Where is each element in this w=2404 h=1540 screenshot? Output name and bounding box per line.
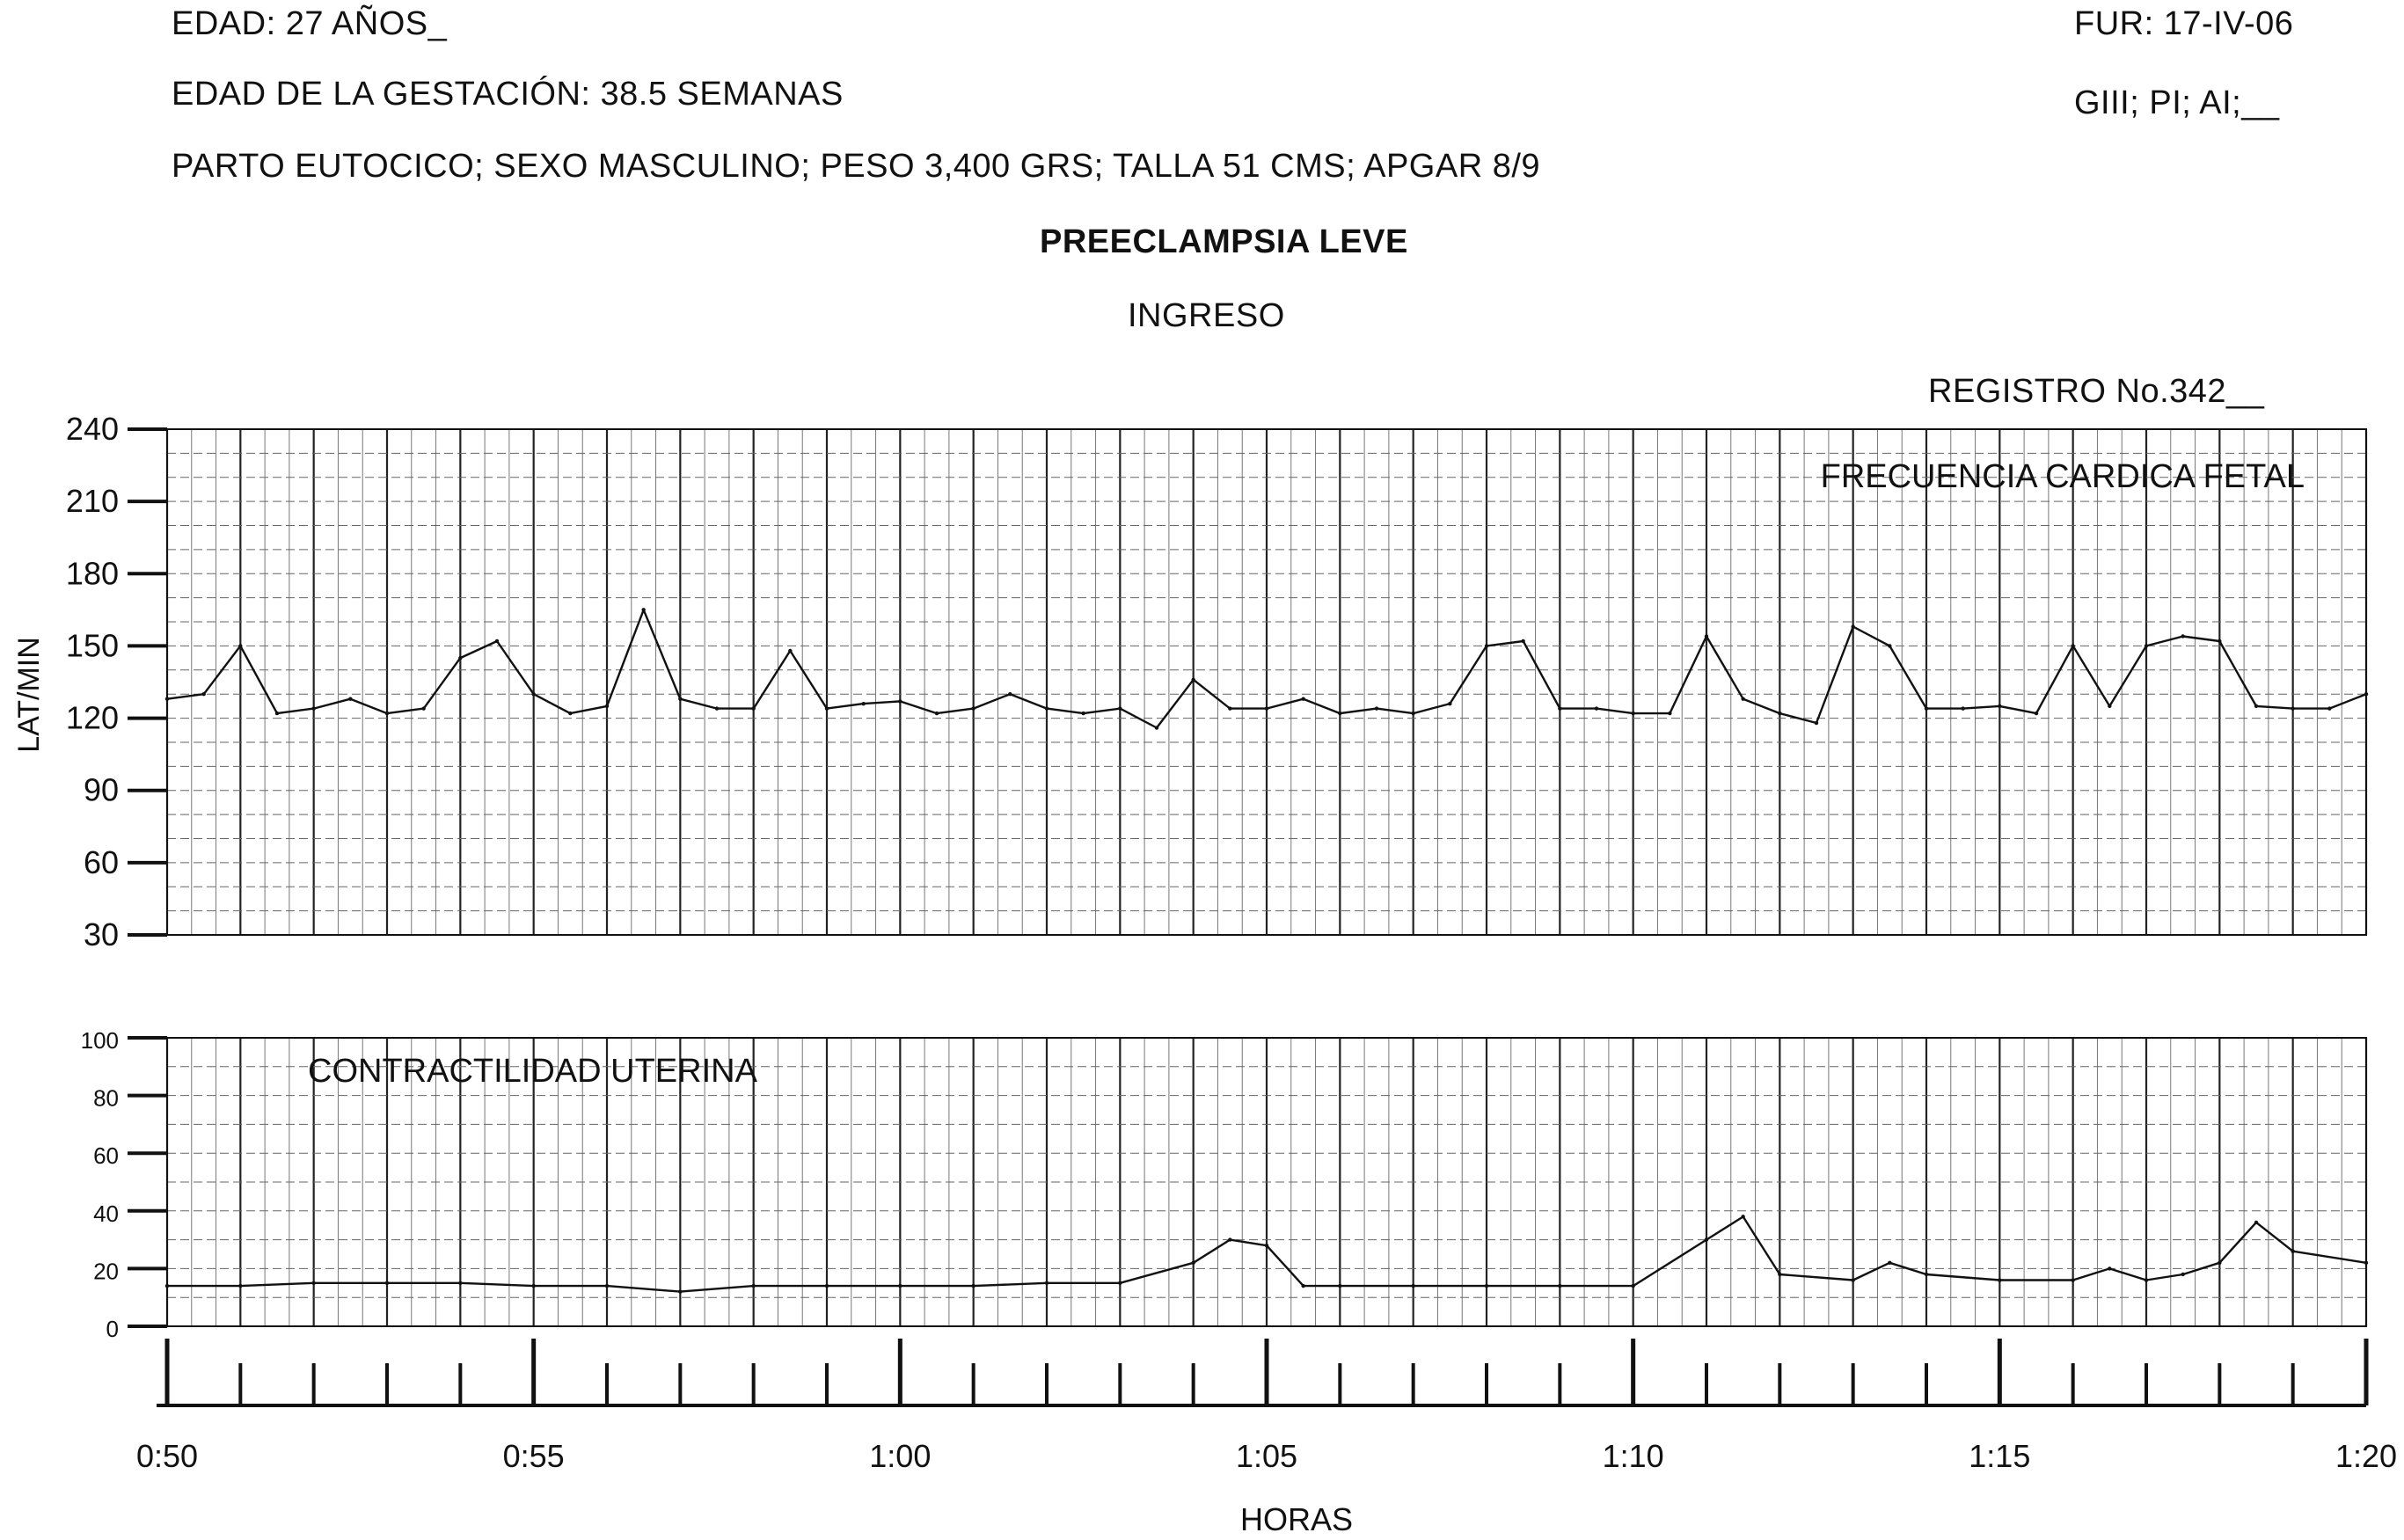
fhr-data-point	[1008, 692, 1012, 696]
fhr-y-tick-label: 60	[83, 843, 119, 880]
fhr-data-point	[935, 712, 939, 715]
fhr-grid	[167, 429, 2366, 935]
uc-data-point	[2181, 1273, 2184, 1276]
uc-data-point	[165, 1284, 169, 1288]
fhr-y-axis	[66, 411, 167, 952]
fhr-data-point	[1778, 712, 1781, 715]
fhr-data-point	[275, 712, 279, 715]
fhr-data-point	[678, 697, 682, 700]
fhr-data-point	[1118, 706, 1122, 710]
fhr-data-point	[1668, 712, 1671, 715]
time-tick-label: 1:00	[869, 1438, 932, 1474]
fhr-data-point	[2035, 712, 2038, 715]
obstetric-history: GIII; PI; AI;__	[2074, 84, 2280, 121]
fhr-data-point	[898, 699, 902, 703]
fhr-data-point	[348, 697, 352, 700]
uc-data-point	[1228, 1237, 1231, 1241]
uc-data-point	[1118, 1281, 1122, 1285]
fhr-title: FRECUENCIA CARDICA FETAL	[1820, 458, 2305, 495]
uc-data-point	[1265, 1244, 1268, 1247]
fhr-data-point	[2145, 644, 2148, 647]
uc-data-point	[1485, 1284, 1488, 1288]
fhr-data-point	[1925, 706, 1928, 710]
uc-data-point	[385, 1281, 389, 1285]
uc-y-tick-label: 0	[106, 1316, 119, 1342]
fhr-data-point	[1301, 697, 1304, 700]
fhr-data-point	[1521, 639, 1524, 643]
uc-data-point	[825, 1284, 829, 1288]
fhr-data-point	[2291, 706, 2294, 710]
uc-y-axis	[81, 1027, 167, 1342]
fhr-data-point	[458, 656, 462, 660]
uc-data-point	[2108, 1266, 2111, 1270]
time-tick-label: 1:20	[2335, 1438, 2398, 1474]
stage-label: INGRESO	[1128, 297, 1285, 334]
fhr-y-tick-label: 150	[65, 627, 119, 664]
registro-number: REGISTRO No.342__	[1928, 373, 2265, 410]
uc-data-point	[1338, 1284, 1341, 1288]
fhr-data-point	[2364, 692, 2368, 696]
uc-data-point	[2071, 1278, 2074, 1281]
uc-data-point	[311, 1281, 315, 1285]
time-tick-label: 1:10	[1602, 1438, 1664, 1474]
uc-data-point	[458, 1281, 462, 1285]
time-tick-label: 0:55	[502, 1438, 565, 1474]
fhr-data-point	[385, 712, 389, 715]
time-tick-label: 1:05	[1235, 1438, 1298, 1474]
uc-data-point	[2254, 1221, 2258, 1224]
fhr-data-point	[1815, 721, 1818, 725]
uc-data-point	[1998, 1278, 2001, 1281]
uc-data-point	[1888, 1261, 1891, 1265]
fhr-y-tick-label: 180	[65, 555, 119, 592]
uc-data-point	[238, 1284, 242, 1288]
fhr-data-point	[568, 712, 572, 715]
fhr-data-point	[2327, 706, 2331, 710]
uc-data-point	[1411, 1284, 1414, 1288]
uc-data-point	[1741, 1215, 1744, 1218]
fhr-data-point	[2071, 644, 2074, 647]
uc-data-point	[971, 1284, 975, 1288]
fhr-data-point	[1228, 706, 1231, 710]
fhr-data-point	[1191, 678, 1195, 682]
delivery-info: PARTO EUTOCICO; SEXO MASCULINO; PESO 3,400 GRS; TALLA 51 CMS; APGAR 8/9	[172, 148, 1541, 185]
uc-data-point	[678, 1289, 682, 1293]
fhr-y-tick-label: 210	[65, 483, 119, 520]
fhr-y-tick-label: 120	[65, 699, 119, 736]
uc-y-tick-label: 100	[80, 1027, 119, 1054]
fhr-data-point	[421, 706, 425, 710]
fhr-data-point	[531, 692, 535, 696]
uc-y-tick-label: 80	[93, 1084, 119, 1112]
fhr-data-point	[1558, 706, 1561, 710]
fhr-y-tick-label: 240	[65, 411, 119, 447]
fhr-data-point	[1705, 634, 1708, 638]
maternal-age: EDAD: 27 AÑOS_	[172, 5, 448, 42]
fhr-data-point	[2181, 634, 2184, 638]
diagnosis: PREECLAMPSIA LEVE	[1040, 223, 1408, 260]
fhr-data-point	[1411, 712, 1414, 715]
fhr-data-point	[1045, 706, 1049, 710]
uc-data-point	[605, 1284, 609, 1288]
fhr-data-point	[1961, 706, 1964, 710]
fhr-data-point	[2218, 639, 2221, 643]
fhr-y-tick-label: 90	[83, 771, 119, 808]
x-axis-label: HORAS	[1239, 1501, 1354, 1537]
fhr-data-point	[751, 706, 755, 710]
fhr-data-point	[2108, 704, 2111, 708]
gestational-age: EDAD DE LA GESTACIÓN: 38.5 SEMANAS	[172, 76, 844, 113]
fhr-data-point	[1338, 712, 1341, 715]
uc-y-tick-label: 60	[93, 1142, 119, 1170]
fhr-data-point	[1998, 704, 2001, 708]
uc-data-point	[1778, 1273, 1781, 1276]
fhr-data-point	[1741, 697, 1744, 700]
uc-data-point	[2218, 1261, 2221, 1265]
uc-data-point	[2291, 1250, 2294, 1253]
uc-y-tick-label: 40	[93, 1200, 119, 1227]
fhr-data-point	[971, 706, 975, 710]
fhr-data-point	[1485, 644, 1488, 647]
fhr-data-point	[641, 608, 645, 611]
fhr-data-point	[165, 697, 169, 700]
fhr-data-point	[605, 704, 609, 708]
uc-data-point	[531, 1284, 535, 1288]
time-axis	[136, 1339, 2397, 1474]
fur-date: FUR: 17-IV-06	[2074, 5, 2294, 42]
time-tick-label: 0:50	[135, 1438, 199, 1474]
fhr-data-point	[1851, 624, 1854, 628]
fhr-data-point	[788, 649, 792, 653]
fhr-data-point	[1265, 706, 1268, 710]
uc-data-point	[1705, 1237, 1708, 1241]
fhr-data-point	[201, 692, 205, 696]
fhr-data-point	[825, 706, 829, 710]
uc-data-point	[2145, 1278, 2148, 1281]
uc-title: CONTRACTILIDAD UTERINA	[308, 1053, 757, 1090]
uc-data-point	[1851, 1278, 1854, 1281]
fhr-data-point	[238, 644, 242, 647]
uc-data-point	[2364, 1261, 2368, 1265]
uc-data-point	[751, 1284, 755, 1288]
fhr-data-point	[311, 706, 315, 710]
uc-data-point	[1301, 1284, 1304, 1288]
fhr-data-point	[861, 702, 865, 705]
uc-data-point	[1191, 1261, 1195, 1265]
fhr-data-point	[1595, 706, 1598, 710]
fhr-data-point	[1375, 706, 1378, 710]
uc-data-point	[898, 1284, 902, 1288]
time-tick-label: 1:15	[1969, 1438, 2031, 1474]
fhr-data-point	[2254, 704, 2258, 708]
fhr-data-point	[1888, 644, 1891, 647]
uc-data-point	[1631, 1284, 1634, 1288]
fhr-y-tick-label: 30	[83, 916, 119, 952]
fhr-data-point	[1081, 712, 1085, 715]
fhr-data-point	[1631, 712, 1634, 715]
fhr-data-point	[495, 639, 499, 643]
uc-data-point	[1925, 1273, 1928, 1276]
fhr-data-point	[715, 706, 719, 710]
fhr-y-label: LAT/MIN	[12, 637, 46, 753]
fhr-data-point	[1155, 726, 1158, 729]
fhr-data-point	[1448, 702, 1451, 705]
uc-data-point	[1045, 1281, 1049, 1285]
uc-y-tick-label: 20	[93, 1258, 119, 1285]
uc-data-point	[1558, 1284, 1561, 1288]
